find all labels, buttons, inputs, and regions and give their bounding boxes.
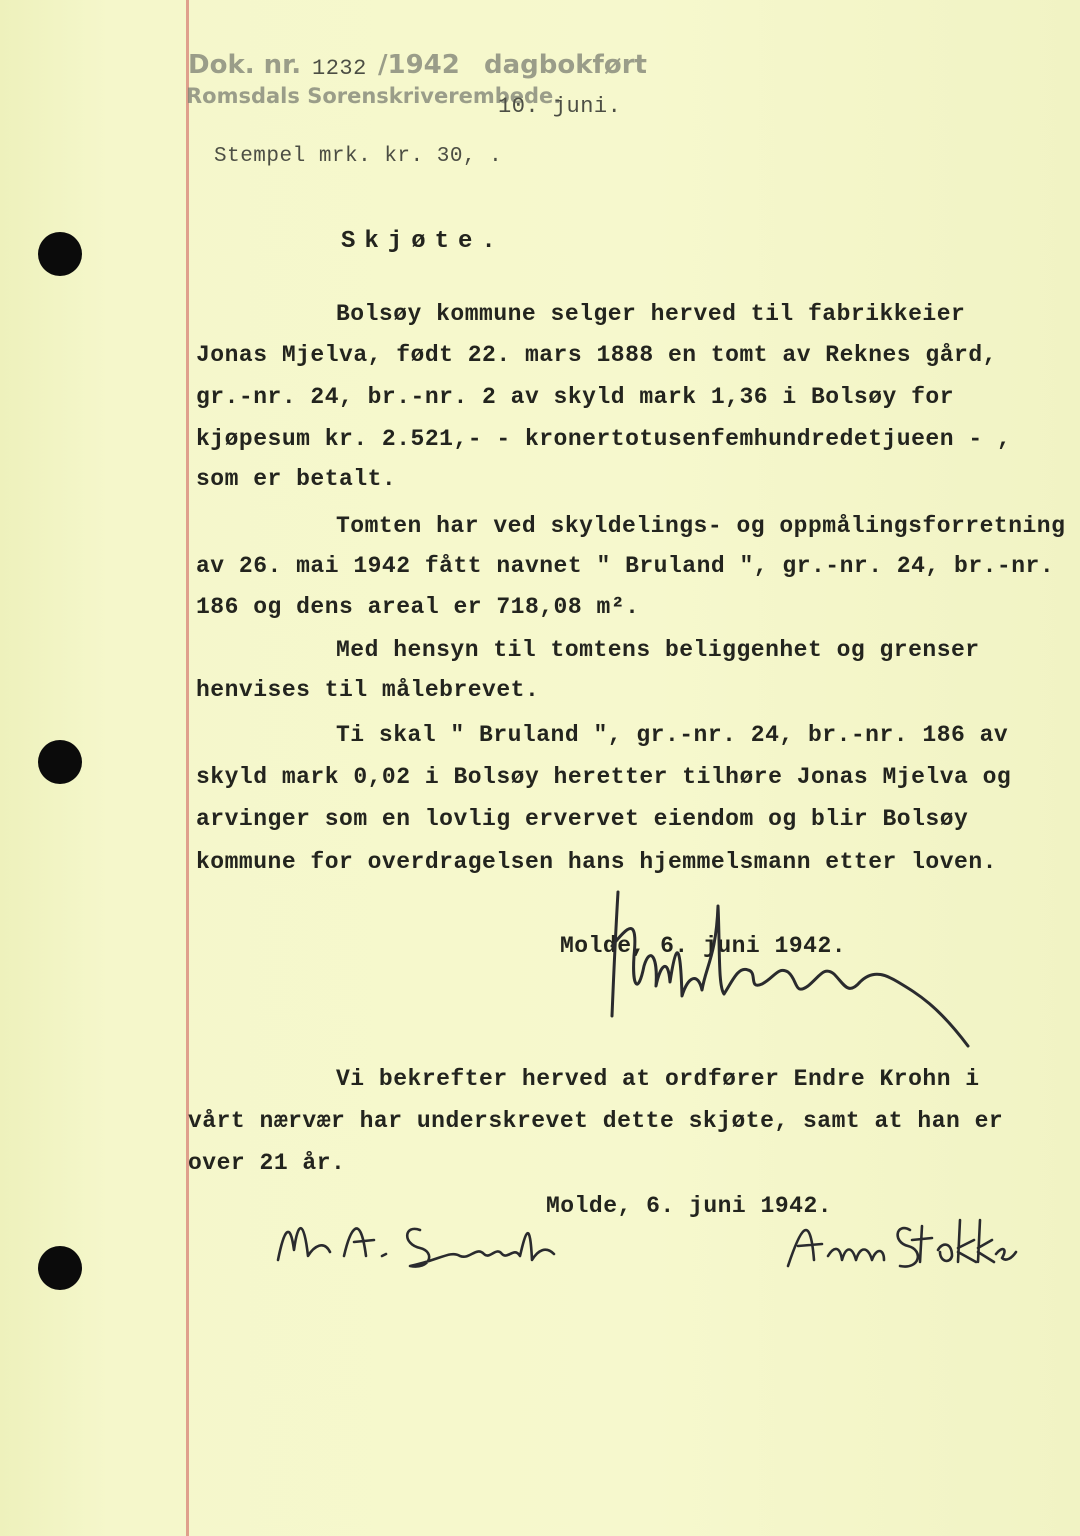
document-title: Skjøte. (341, 228, 505, 255)
signature-witness-1 (270, 1190, 710, 1290)
stamp-year: /1942 (378, 50, 460, 80)
body-line: Jonas Mjelva, født 22. mars 1888 en tomt av Reknes gård, (196, 342, 997, 368)
body-line: Bolsøy kommune selger herved til fabrikkeier (336, 301, 966, 327)
body-line: som er betalt. (196, 466, 397, 492)
body-line: over 21 år. (188, 1150, 346, 1176)
punch-hole-middle (38, 740, 82, 784)
body-line: gr.-nr. 24, br.-nr. 2 av skyld mark 1,36 i Bolsøy for (196, 384, 955, 410)
signature-mayor (598, 886, 988, 1066)
stamp-fee-line: Stempel mrk. kr. 30, . (214, 145, 503, 168)
stamp-dok-prefix: Dok. nr. (188, 50, 302, 80)
body-line: vårt nærvær har underskrevet dette skjøte, samt at han er (188, 1108, 1004, 1134)
body-line: av 26. mai 1942 fått navnet " Bruland ", gr.-nr. 24, br.-nr. (196, 553, 1055, 579)
body-line: kjøpesum kr. 2.521,- - kronertotusenfemhundredetjueen - , (196, 426, 1012, 452)
stamp-dagbokfort: dagbokført (484, 50, 647, 80)
body-line: arvinger som en lovlig ervervet eiendom og blir Bolsøy (196, 806, 969, 832)
body-line: kommune for overdragelsen hans hjemmelsmann etter loven. (196, 849, 997, 875)
body-line: Med hensyn til tomtens beliggenhet og grenser (336, 637, 980, 663)
place-date-1: Molde, 6. juni 1942. (560, 933, 847, 959)
body-line: Vi bekrefter herved at ordfører Endre Krohn i (336, 1066, 980, 1092)
body-line: skyld mark 0,02 i Bolsøy heretter tilhøre Jonas Mjelva og (196, 764, 1012, 790)
place-date-2: Molde, 6. juni 1942. (546, 1193, 833, 1219)
signature-witness-2 (780, 1190, 1020, 1290)
registration-date: 10. juni. (498, 94, 622, 119)
body-line: Tomten har ved skyldelings- og oppmålingsforretning (336, 513, 1066, 539)
margin-rule (186, 0, 189, 1536)
doc-number: 1232 (312, 56, 367, 81)
body-line: henvises til målebrevet. (196, 677, 540, 703)
stamp-office: Romsdals Sorenskriverembede. (186, 84, 562, 108)
body-line: Ti skal " Bruland ", gr.-nr. 24, br.-nr. 186 av (336, 722, 1009, 748)
punch-hole-top (38, 232, 82, 276)
punch-hole-bottom (38, 1246, 82, 1290)
body-line: 186 og dens areal er 718,08 m². (196, 594, 640, 620)
